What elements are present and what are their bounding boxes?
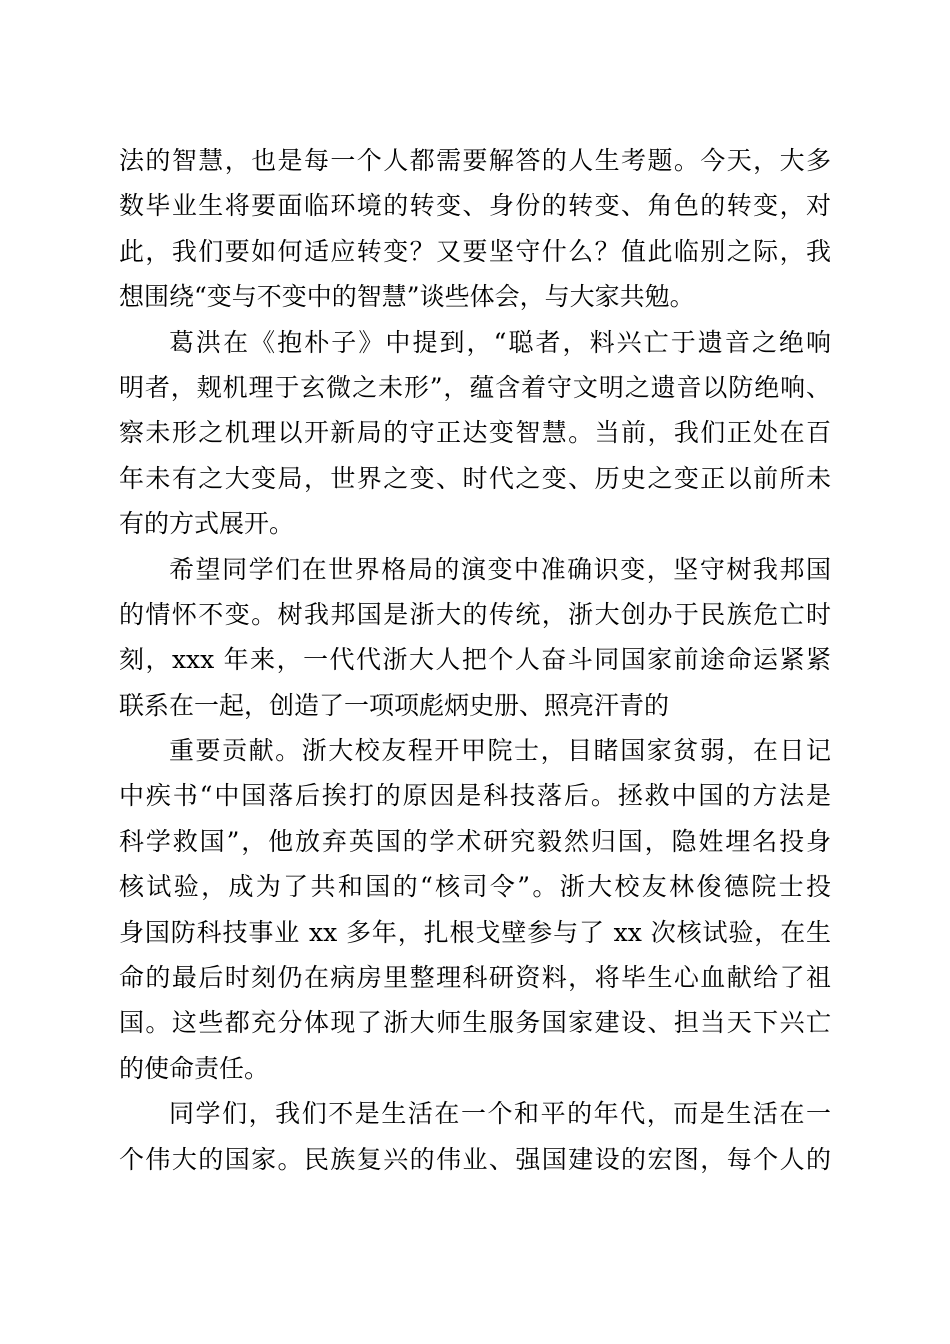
text-line: 命的最后时刻仍在病房里整理科研资料，将毕生心血献给了祖 [119,963,831,993]
text-line: 刻，xxx 年来，一代代浙大人把个人奋斗同国家前途命运紧紧 [119,645,831,675]
text-line: 想围绕“变与不变中的智慧”谈些体会，与大家共勉。 [119,282,695,312]
text-line: 数毕业生将要面临环境的转变、身份的转变、角色的转变，对 [119,191,831,221]
text-line: 明者，觌机理于玄微之未形”，蕴含着守文明之遗音以防绝响、 [119,372,831,402]
body-text [119,138,831,1182]
text-line: 葛洪在《抱朴子》中提到，“聪者，料兴亡于遗音之绝响 [169,327,831,357]
text-line: 希望同学们在世界格局的演变中准确识变，坚守树我邦国 [169,554,831,584]
text-line: 重要贡献。浙大校友程开甲院士，目睹国家贫弱，在日记 [169,736,831,766]
text-line: 联系在一起，创造了一项项彪炳史册、照亮汗青的 [119,690,670,720]
text-line: 核试验，成为了共和国的“核司令”。浙大校友林俊德院士投 [119,872,831,902]
text-line: 的使命责任。 [119,1053,270,1083]
text-line: 的情怀不变。树我邦国是浙大的传统，浙大创办于民族危亡时 [119,599,831,629]
text-line: 察未形之机理以开新局的守正达变智慧。当前，我们正处在百 [119,418,831,448]
text-line: 科学救国”，他放弃英国的学术研究毅然归国，隐姓埋名投身 [119,826,831,856]
text-line: 个伟大的国家。民族复兴的伟业、强国建设的宏图，每个人的 [119,1144,831,1174]
text-line: 法的智慧，也是每一个人都需要解答的人生考题。今天，大多 [119,146,831,175]
text-line: 同学们，我们不是生活在一个和平的年代，而是生活在一 [169,1099,831,1129]
text-line: 国。这些都充分体现了浙大师生服务国家建设、担当天下兴亡 [119,1008,831,1038]
text-line: 此，我们要如何适应转变？又要坚守什么？值此临别之际，我 [119,236,831,266]
text-line: 有的方式展开。 [119,509,295,539]
text-line: 中疾书“中国落后挨打的原因是科技落后。拯救中国的方法是 [119,781,831,811]
text-line: 身国防科技事业 xx 多年，扎根戈壁参与了 xx 次核试验，在生 [119,917,831,947]
text-line: 年未有之大变局，世界之变、时代之变、历史之变正以前所未 [119,463,831,493]
